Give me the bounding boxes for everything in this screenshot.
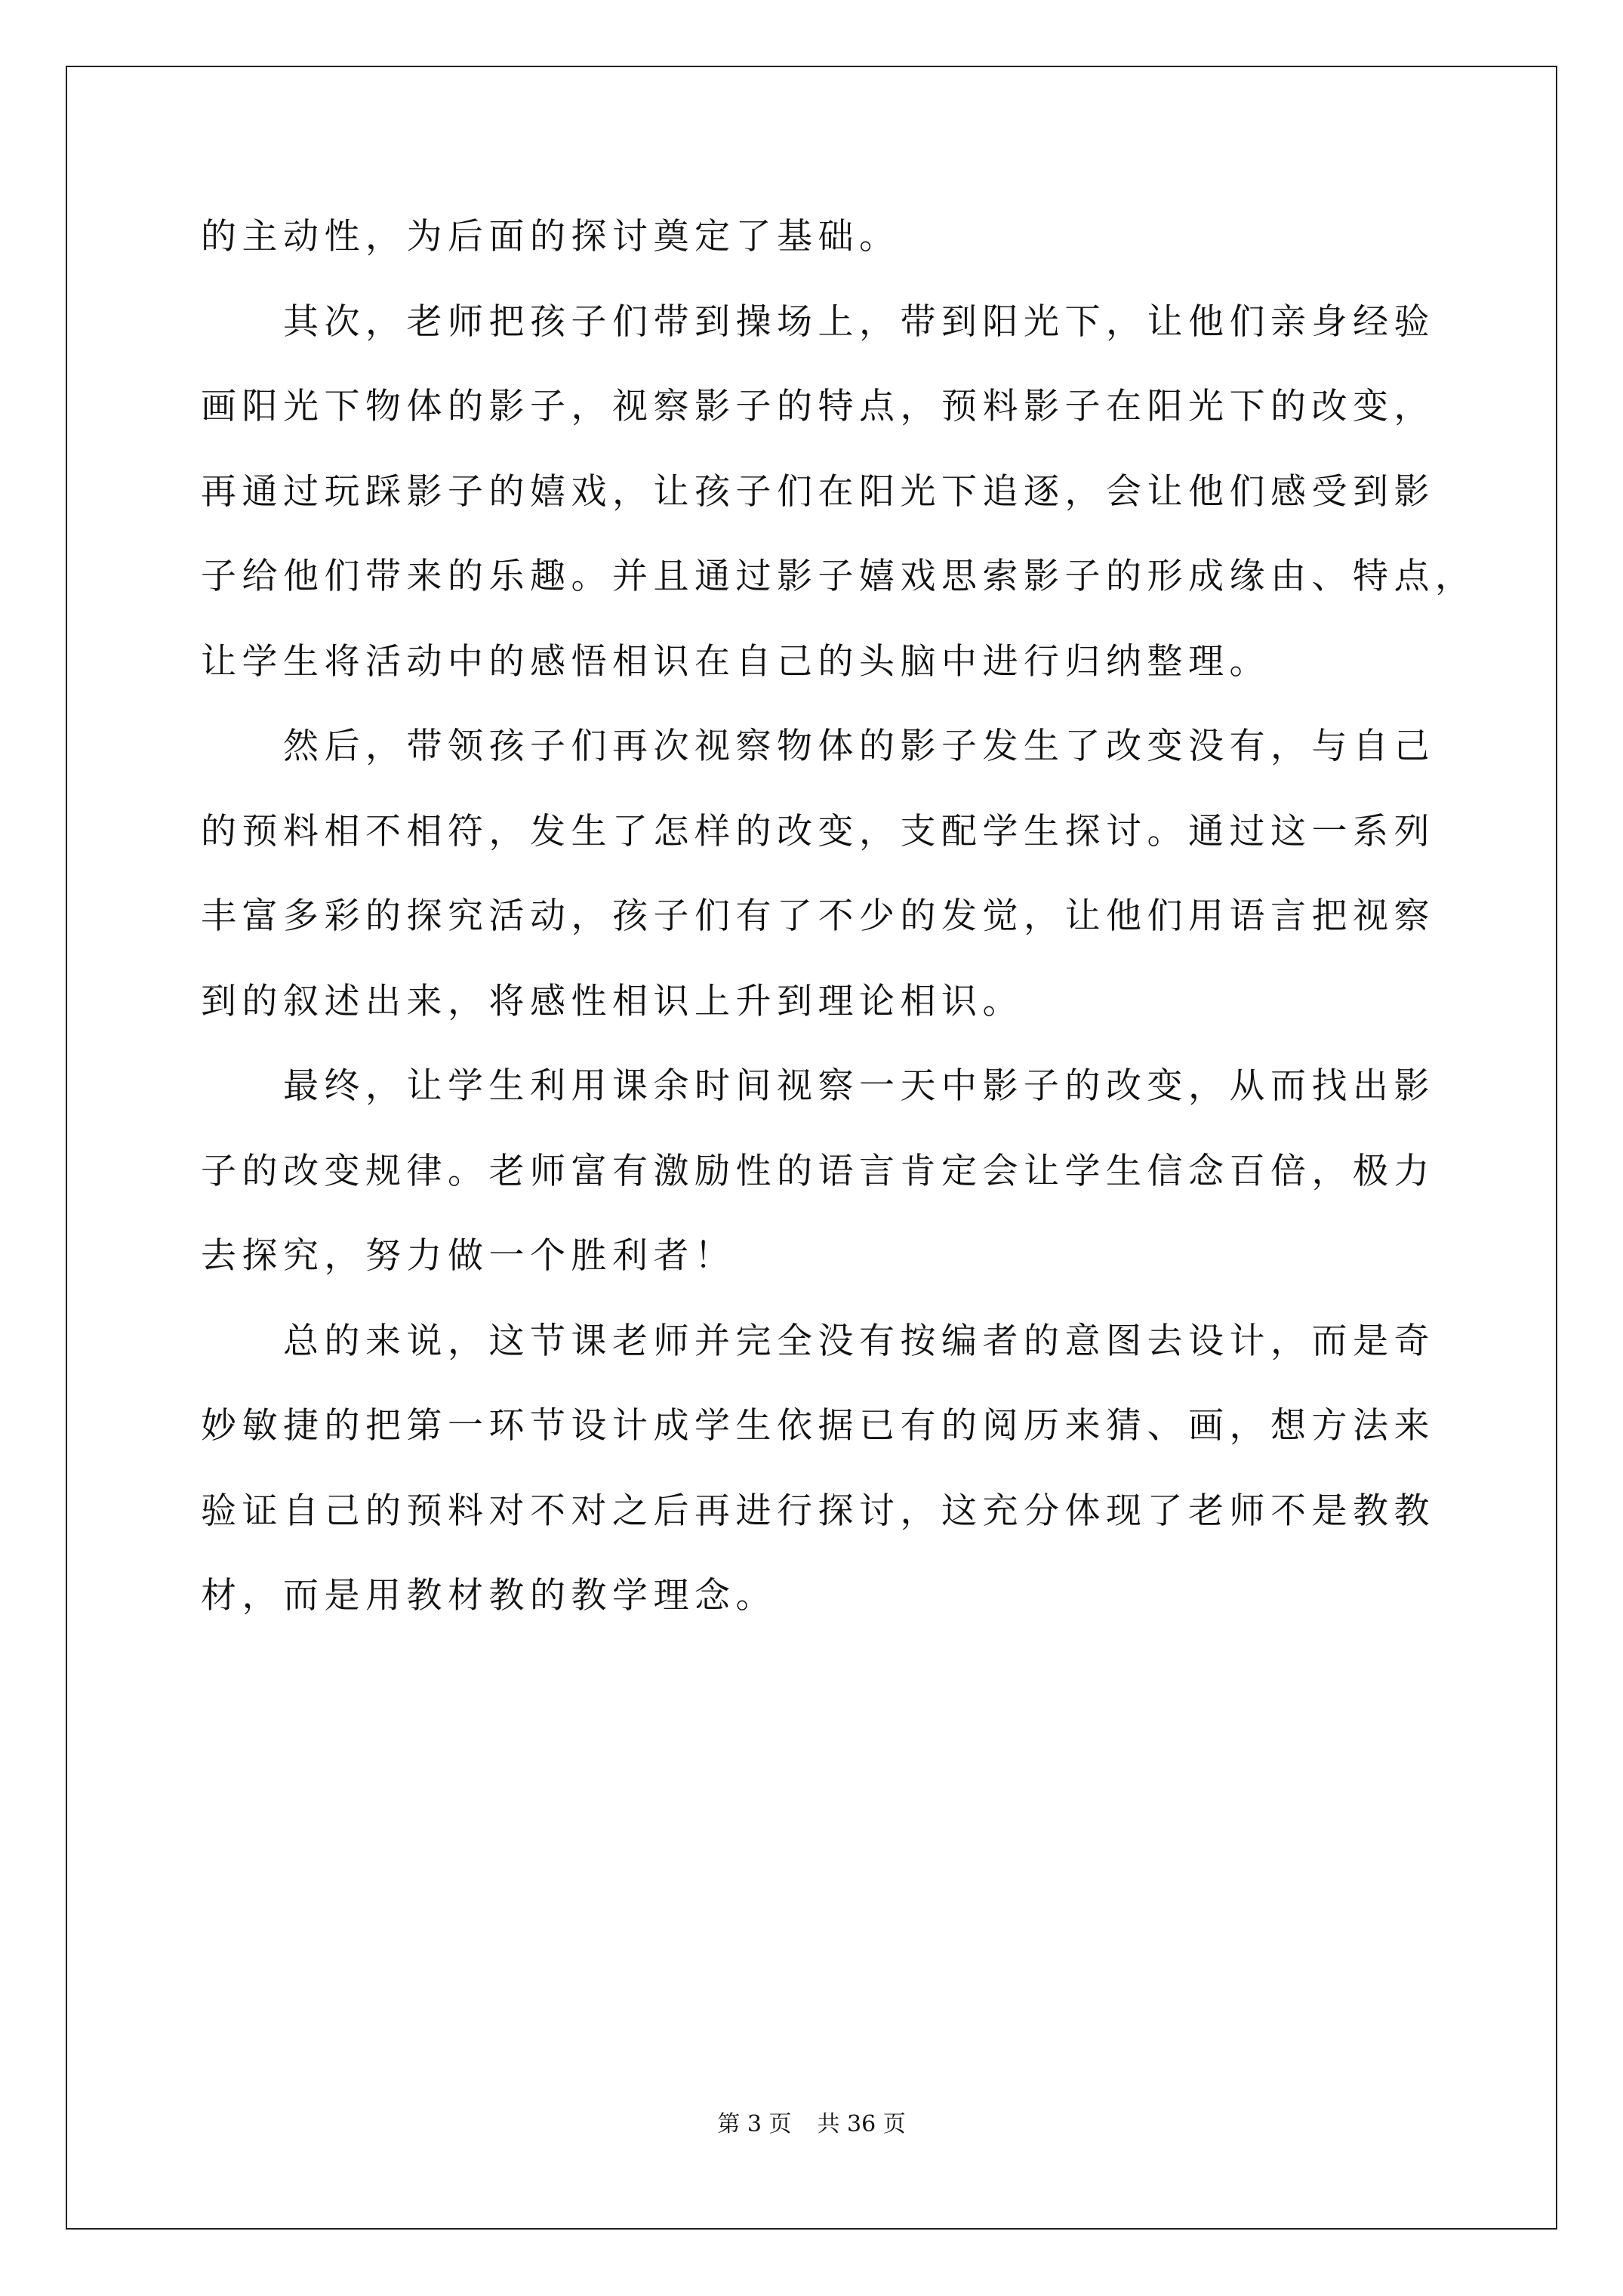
text-line: 子的改变规律。老师富有激励性的语言肯定会让学生信念百倍，极力 xyxy=(201,1150,1435,1192)
text-line: 去探究，努力做一个胜利者！ xyxy=(201,1235,736,1277)
page-footer xyxy=(0,2105,1623,2138)
text-line: 总的来说，这节课老师并完全没有按编者的意图去设计，而是奇 xyxy=(283,1320,1435,1362)
text-line: 的主动性，为后面的探讨奠定了基础。 xyxy=(201,216,901,257)
text-line: 其次，老师把孩子们带到操场上，带到阳光下，让他们亲身经验 xyxy=(283,300,1435,343)
text-line: 妙敏捷的把第一环节设计成学生依据已有的阅历来猜、画，想方法来 xyxy=(201,1405,1435,1447)
document-body xyxy=(201,195,1477,1639)
text-line: 画阳光下物体的影子，视察影子的特点，预料影子在阳光下的改变， xyxy=(201,386,1435,427)
text-line: 子给他们带来的乐趣。并且通过影子嬉戏思索影子的形成缘由、特点， xyxy=(201,556,1477,597)
text-line: 到的叙述出来，将感性相识上升到理论相识。 xyxy=(201,980,1024,1022)
text-line: 丰富多彩的探究活动，孩子们有了不少的发觉，让他们用语言把视察 xyxy=(201,895,1435,937)
text-line: 让学生将活动中的感悟相识在自己的头脑中进行归纳整理。 xyxy=(201,640,1270,683)
text-line: 然后，带领孩子们再次视察物体的影子发生了改变没有，与自己 xyxy=(283,726,1435,767)
text-line: 的预料相不相符，发生了怎样的改变，支配学生探讨。通过这一系列 xyxy=(201,810,1435,852)
page-total: 共 36 页 xyxy=(817,2111,906,2137)
text-line: 再通过玩踩影子的嬉戏，让孩子们在阳光下追逐，会让他们感受到影 xyxy=(201,470,1435,513)
page-number: 第 3 页 xyxy=(717,2111,792,2137)
text-line: 验证自己的预料对不对之后再进行探讨，这充分体现了老师不是教教 xyxy=(201,1490,1435,1532)
text-line: 材，而是用教材教的教学理念。 xyxy=(201,1575,777,1616)
text-line: 最终，让学生利用课余时间视察一天中影子的改变，从而找出影 xyxy=(283,1065,1435,1107)
